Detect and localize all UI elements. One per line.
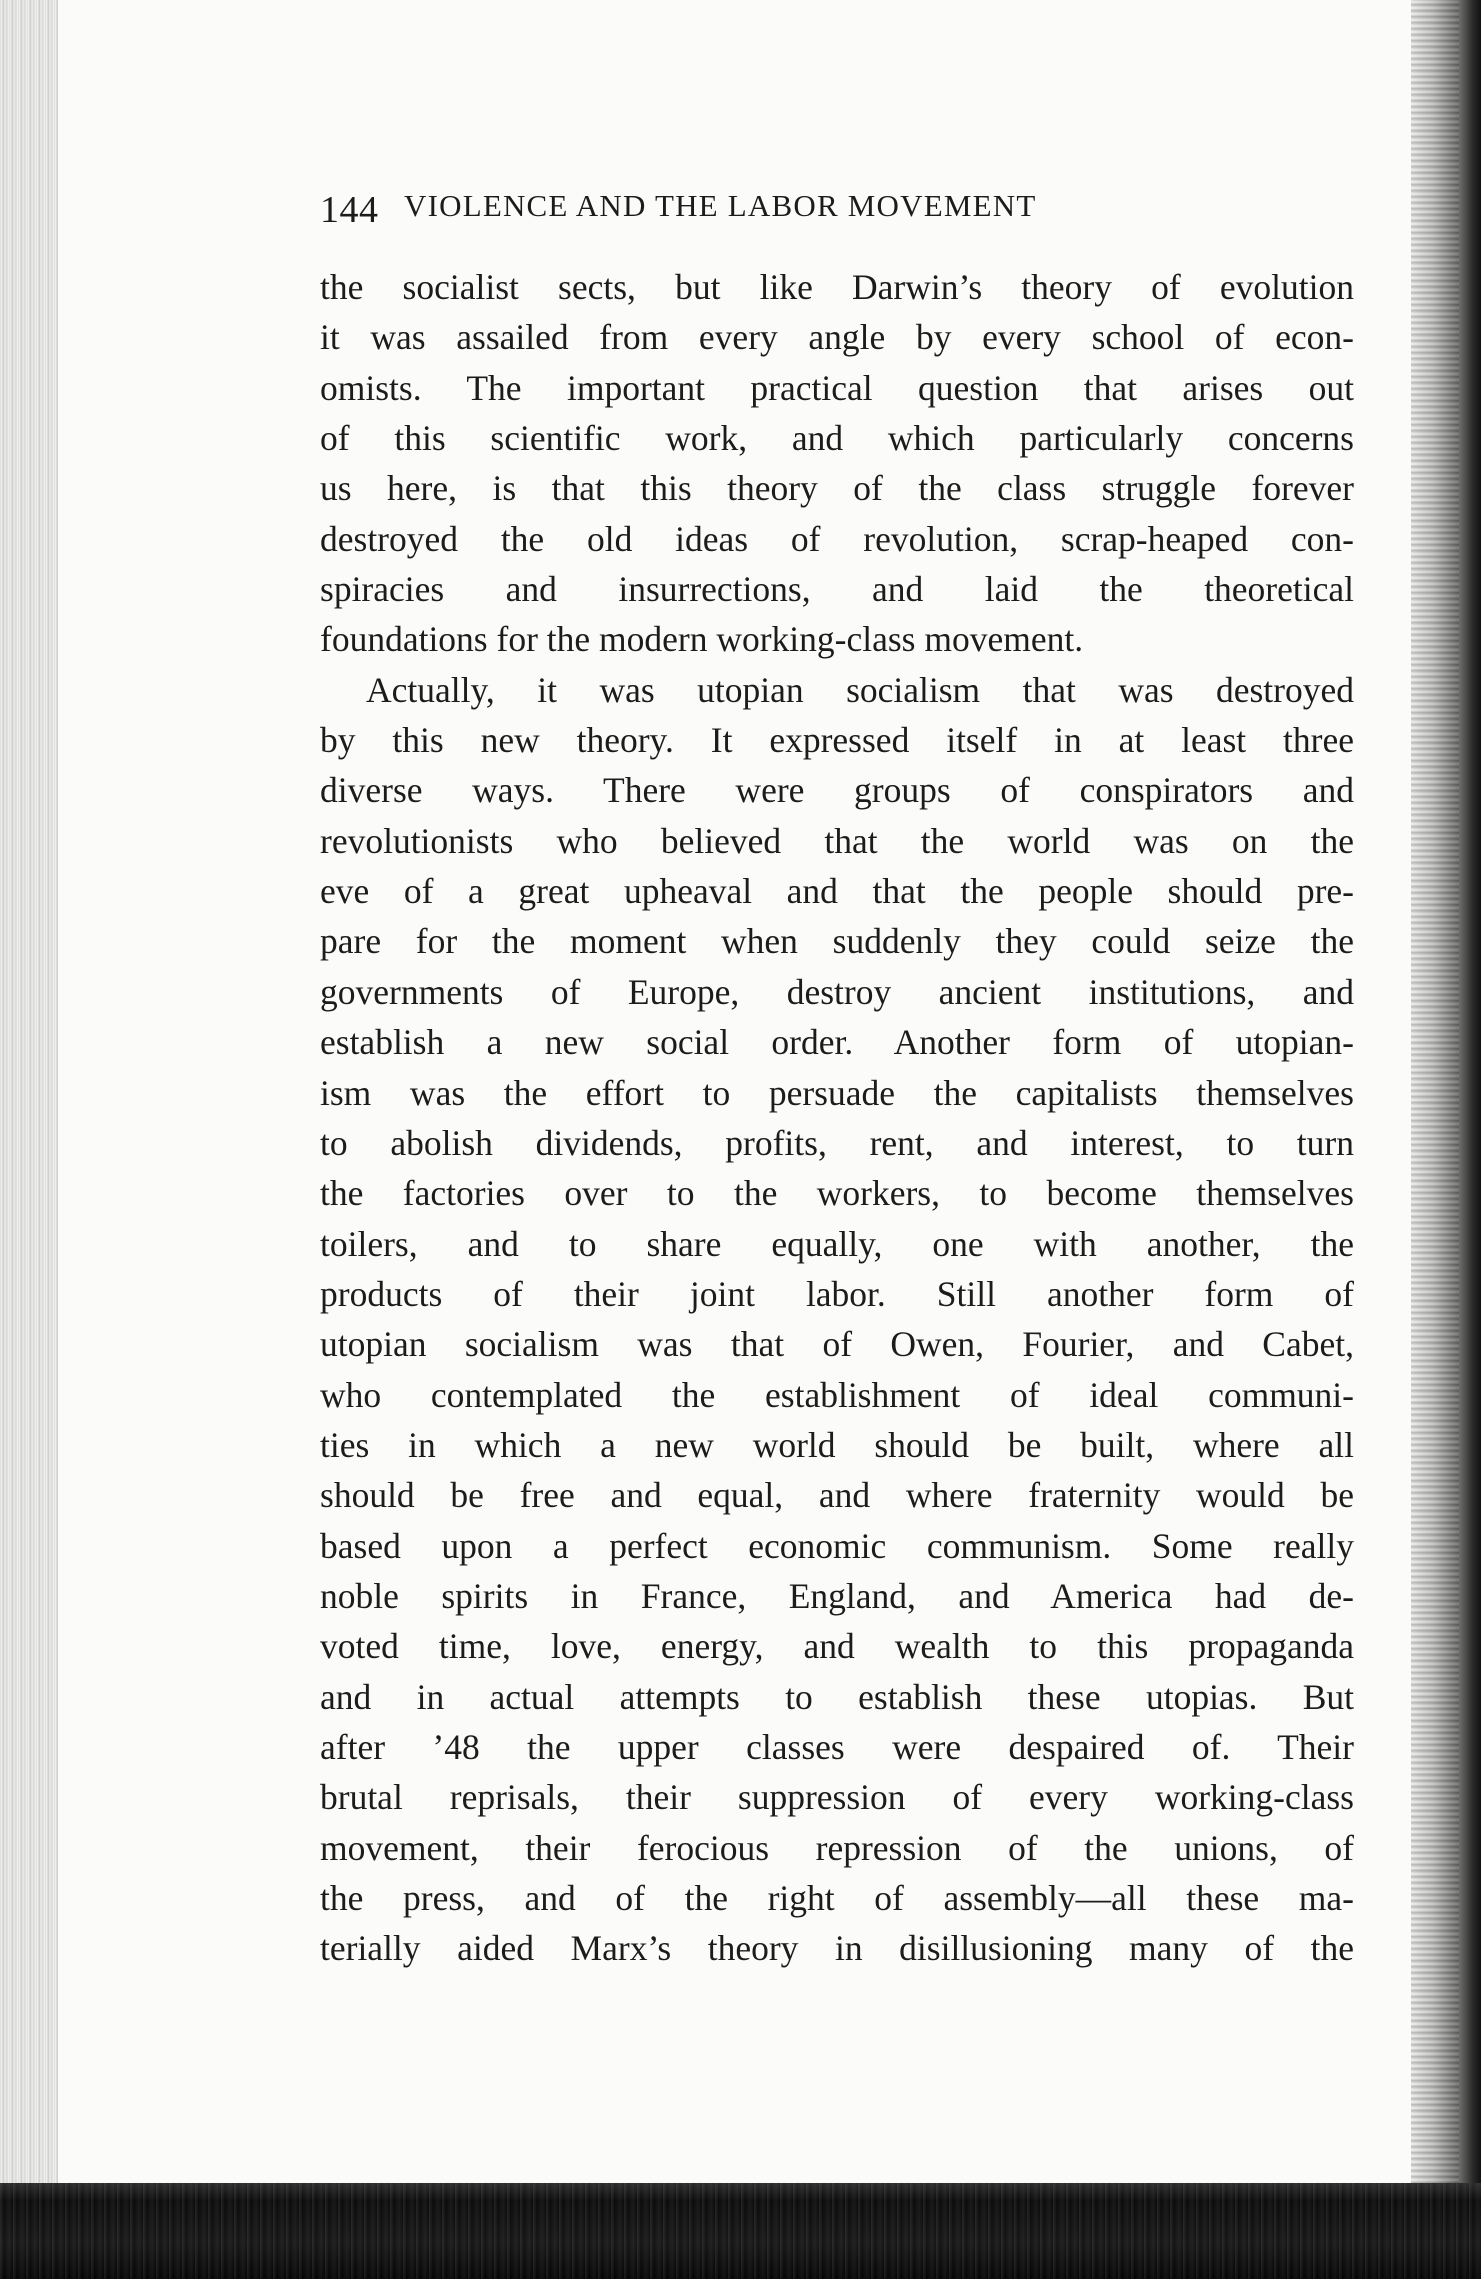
text-line: products of their joint labor. Still another form of	[320, 1273, 1354, 1314]
text-line: to abolish dividends, profits, rent, and interest, to turn	[320, 1122, 1354, 1163]
text-line: ties in which a new world should be built, where all	[320, 1424, 1354, 1465]
text-line: destroyed the old ideas of revolution, scrap-heaped con-	[320, 518, 1354, 559]
page-edge-texture	[1411, 0, 1459, 2279]
text-line: utopian socialism was that of Owen, Fourier, and Cabet,	[320, 1324, 1354, 1365]
body-text	[320, 262, 1354, 1974]
text-line: after ’48 the upper classes were despaired of. Their	[320, 1726, 1354, 1767]
text-line: the factories over to the workers, to become themselves	[320, 1173, 1354, 1214]
text-line: of this scientific work, and which particularly concerns	[320, 418, 1354, 459]
text-line: omists. The important practical question that arises out	[320, 367, 1354, 408]
page-number: 144	[320, 189, 379, 231]
text-line: terially aided Marx’s theory in disillusioning many of the	[320, 1928, 1354, 1969]
scan-bottom-texture	[0, 2183, 1481, 2279]
text-line: spiracies and insurrections, and laid the theoretical	[320, 569, 1354, 610]
text-line: Actually, it was utopian socialism that was destroyed	[366, 669, 1354, 710]
text-line: eve of a great upheaval and that the people should pre-	[320, 871, 1354, 912]
text-line: establish a new social order. Another form of utopian-	[320, 1022, 1354, 1063]
text-line: revolutionists who believed that the world was on the	[320, 820, 1354, 861]
page-header	[320, 186, 1260, 230]
text-line: governments of Europe, destroy ancient institutions, and	[320, 971, 1354, 1012]
text-line: diverse ways. There were groups of conspirators and	[320, 770, 1354, 811]
text-line: foundations for the modern working-class movement.	[320, 619, 1084, 660]
running-title: VIOLENCE AND THE LABOR MOVEMENT	[404, 188, 1037, 223]
text-line: the socialist sects, but like Darwin’s theory of evolution	[320, 267, 1354, 307]
text-line: the press, and of the right of assembly—all these ma-	[320, 1878, 1354, 1918]
text-line: should be free and equal, and where fraternity would be	[320, 1475, 1354, 1516]
text-line: and in actual attempts to establish these utopias. But	[320, 1676, 1354, 1717]
text-line: noble spirits in France, England, and America had de-	[320, 1575, 1354, 1616]
text-line: by this new theory. It expressed itself in at least three	[320, 720, 1354, 761]
text-line: movement, their ferocious repression of the unions, of	[320, 1827, 1354, 1868]
text-line: based upon a perfect economic communism. Some really	[320, 1525, 1354, 1566]
text-line: us here, is that this theory of the class struggle forever	[320, 468, 1354, 509]
text-line: pare for the moment when suddenly they could seize the	[320, 921, 1354, 962]
text-line: brutal reprisals, their suppression of every working-class	[320, 1777, 1354, 1818]
book-gutter	[0, 0, 58, 2279]
text-line: it was assailed from every angle by every school of econ-	[320, 317, 1354, 358]
text-line: ism was the effort to persuade the capitalists themselves	[320, 1072, 1354, 1113]
text-line: toilers, and to share equally, one with another, the	[320, 1223, 1354, 1264]
text-line: voted time, love, energy, and wealth to this propaganda	[320, 1626, 1354, 1667]
text-line: who contemplated the establishment of ideal communi-	[320, 1374, 1354, 1415]
